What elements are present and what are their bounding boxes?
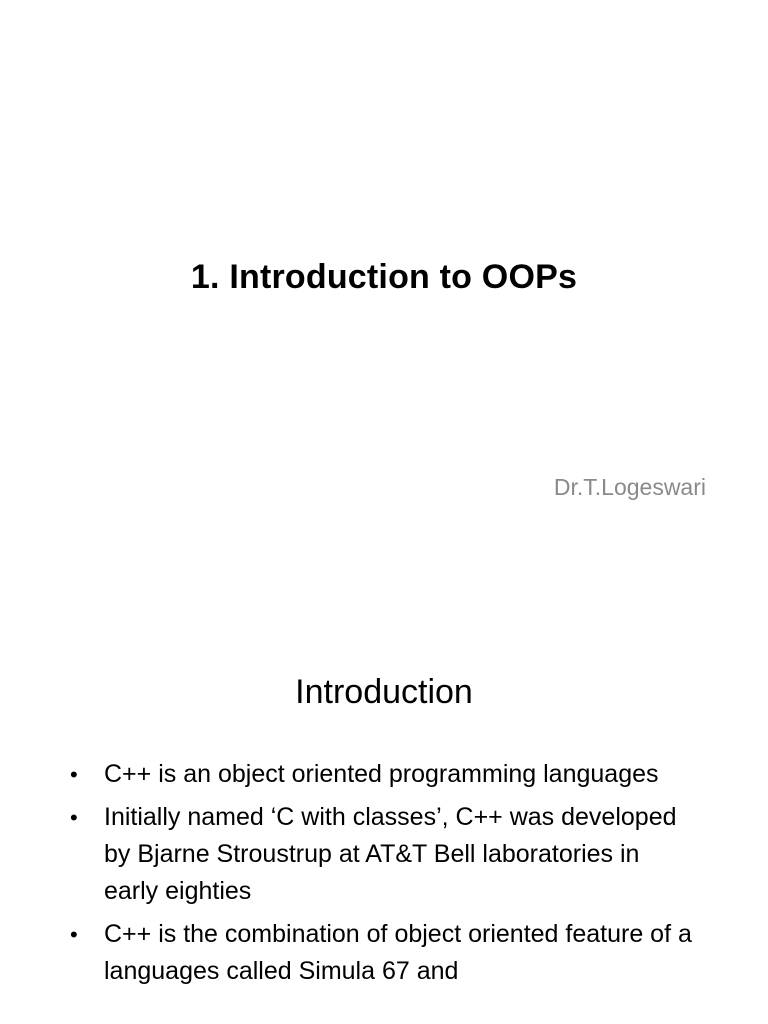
bullet-list — [70, 756, 700, 996]
slide-author: Dr.T.Logeswari — [553, 474, 706, 500]
bullet-item — [70, 916, 700, 990]
bullet-item — [70, 799, 700, 910]
bullet-dot-icon: • — [70, 922, 78, 947]
section-heading: Introduction — [295, 673, 473, 711]
bullet-dot-icon: • — [70, 805, 78, 830]
bullet-dot-icon: • — [70, 762, 78, 787]
bullet-text: C++ is the combination of object oriented feature of a languages called Simula 67 and — [104, 920, 692, 985]
bullet-text: Initially named ‘C with classes’, C++ was developed by Bjarne Stroustrup at AT&T Bell laboratories in early eighties — [104, 803, 677, 905]
bullet-item — [70, 756, 700, 793]
slide-title: 1. Introduction to OOPs — [190, 258, 578, 296]
introduction-slide — [0, 576, 768, 1024]
bullet-text: C++ is an object oriented programming languages — [104, 760, 659, 788]
